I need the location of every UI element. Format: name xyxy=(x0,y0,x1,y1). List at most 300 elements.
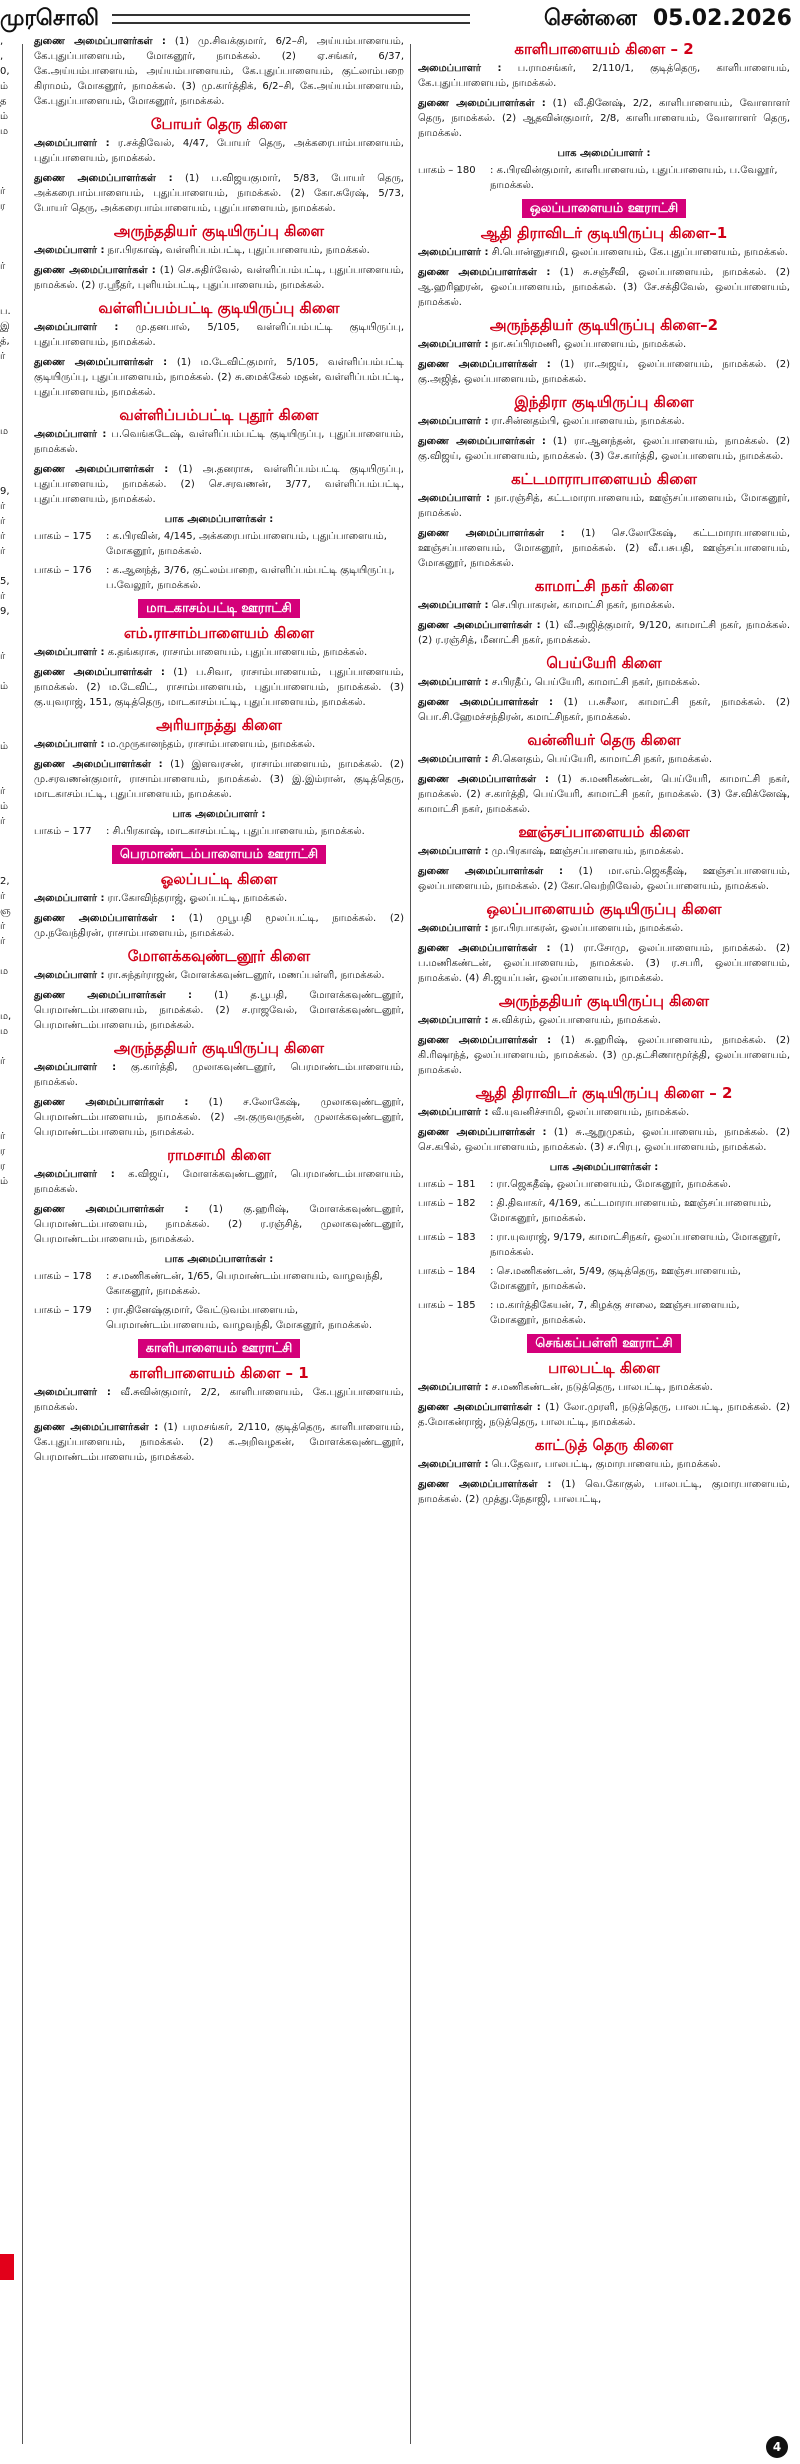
section-heading: ஒலப்பாளையம் குடியிருப்பு கிளை xyxy=(486,900,722,918)
member-entry xyxy=(34,665,404,710)
text-fragment: 0, xyxy=(0,66,10,77)
member-details: ப.வெங்கடேஷ், வள்ளிப்பம்பட்டி குடியிருப்பு, புதுப்பாளையம், நாமக்கல். xyxy=(34,429,404,455)
member-details: ரா.சுந்தர்ராஜன், மோளக்கவுண்டனூர், மணப்பள்ளி, நாமக்கல். xyxy=(104,970,385,981)
member-details: க.விஜய், மோளக்கவுண்டனூர், பெரமாண்டம்பாளையம், நாமக்கல். xyxy=(34,1169,404,1195)
text-fragment: 2, xyxy=(0,876,10,887)
member-entry xyxy=(418,414,790,429)
member-entry xyxy=(34,911,404,941)
member-entry xyxy=(418,434,790,464)
member-entry xyxy=(418,864,790,894)
role-label: அமைப்பாளர் : xyxy=(34,429,107,440)
member-details: (1) செ.சுதிர்வேல், வள்ளிப்பம்பட்டி, புதுப்பாளையம், நாமக்கல். (2) ர.ஸ்ரீதர், புளியம்பட்டி, புதுப்பாளையம், நாமக்கல். xyxy=(34,265,404,291)
booth-entry xyxy=(34,1269,404,1299)
member-details: (1) ச.லோகேஷ், முலாகவுண்டனூர், பெரமாண்டம்பாளையம், நாமக்கல். (2) அ.குருவருதன், முலாக்கவுண்டனூர், பெரமாண்டம்பாளையம், நாமக்கல். xyxy=(34,1097,404,1138)
member-entry xyxy=(34,757,404,802)
text-fragment: ர் xyxy=(0,936,6,947)
member-entry xyxy=(34,427,404,457)
role-label: துணை அமைப்பாளர்கள் : xyxy=(418,774,549,785)
role-label: துணை அமைப்பாளர்கள் : xyxy=(34,759,163,770)
role-label: அமைப்பாளர் : xyxy=(418,416,489,427)
page-number: 4 xyxy=(766,2436,788,2458)
member-entry xyxy=(418,1013,790,1028)
role-label: அமைப்பாளர் : xyxy=(34,245,105,256)
role-label: அமைப்பாளர் : xyxy=(418,1107,489,1118)
column-rule-left xyxy=(22,44,23,2444)
member-details: (1) வீ.அஜித்குமார், 9/120, காமாட்சி நகர், நாமக்கல். (2) ர.ரஞ்சித், மீனாட்சி நகர், நாமக்கல். xyxy=(418,620,790,646)
role-label: துணை அமைப்பாளர்கள் : xyxy=(418,943,551,954)
member-entry xyxy=(34,645,404,660)
text-fragment: ர் xyxy=(0,591,6,602)
role-label: அமைப்பாளர் : xyxy=(418,339,489,350)
member-entry xyxy=(418,337,790,352)
member-details: (1) மா.எம்.ஜெகதீஷ், ஊஞ்சப்பாளையம், ஒலப்பாளையம், நாமக்கல். (2) கோ.வெற்றிவேல், ஒலப்பாளையம், நாமக்கல். xyxy=(418,866,790,892)
booth-entry xyxy=(418,163,790,193)
member-details: க.தங்கராசு, ராசாம்பாளையம், புதுப்பாளையம், நாமக்கல். xyxy=(104,647,368,658)
member-entry xyxy=(34,1060,404,1090)
text-fragment xyxy=(0,709,18,724)
booth-entry xyxy=(34,824,404,839)
booth-entry xyxy=(418,1230,790,1260)
role-label: துணை அமைப்பாளர்கள் : xyxy=(34,1204,189,1215)
section-heading: ஆதி திராவிடர் குடியிருப்பு கிளை–1 xyxy=(480,224,728,242)
role-label: அமைப்பாளர் : xyxy=(418,1459,489,1470)
member-details: (1) மு.சிவக்குமார், 6/2–சி, அய்யம்பாளையம், கே.புதுப்பாளையம், மோகனூர், நாமக்கல். (2) ஏ.சங்கர், 6/37, கே.அய்யம்பாளையம், அய்யம்பாளையம், கே.புதுப்பாளையம், குட்லாம்பறை கிராமம், மோகனூர், நாமக்கல். (3) மு.கார்த்திக், 6/2–சி, கே.அய்யம்பாளையம், கே.புதுப்பாளையம், மோகனூர், நாமக்கல். xyxy=(34,36,404,107)
role-label: அமைப்பாளர் : xyxy=(34,647,105,658)
role-label: துணை அமைப்பாளர்கள் : xyxy=(418,359,551,370)
member-details: (1) சு.மணிகண்டன், பெய்யேரி, காமாட்சி நகர், நாமக்கல். (2) ச.கார்த்தி, பெய்யேரி, காமாட்சி நகர், நாமக்கல். (3) சே.விக்னேஷ், காமாட்சி நகர், நாமக்கல். xyxy=(418,774,790,815)
text-fragment xyxy=(0,994,18,1009)
text-fragment: ர xyxy=(0,1161,6,1172)
text-fragment: ர் xyxy=(0,1056,6,1067)
panchayat-banner: காளிபாளையம் ஊராட்சி xyxy=(138,1339,301,1358)
text-fragment xyxy=(0,829,18,844)
text-fragment xyxy=(0,139,18,154)
member-details: பெ.தேவா, பாலபட்டி, குமாரபாளையம், நாமக்கல். xyxy=(488,1459,721,1470)
member-entry xyxy=(418,844,790,859)
member-entry xyxy=(34,891,404,906)
panchayat-banner: மாடகாசம்பட்டி ஊராட்சி xyxy=(138,599,300,618)
section-heading: பாலபட்டி கிளை xyxy=(548,1359,660,1377)
text-fragment: இ xyxy=(0,321,10,332)
member-entry xyxy=(34,988,404,1033)
member-details: ரா.சின்னதம்பி, ஒலப்பாளையம், நாமக்கல். xyxy=(488,416,685,427)
text-fragment xyxy=(0,949,18,964)
booth-number: பாகம் – 182 xyxy=(418,1198,476,1209)
subheading: பாக அமைப்பாளர்கள் : xyxy=(164,1254,274,1265)
role-label: துணை அமைப்பாளர்கள் : xyxy=(34,913,176,924)
member-details: செ.பிரபாகரன், காமாட்சி நகர், நாமக்கல். xyxy=(488,600,675,611)
text-fragment xyxy=(0,694,18,709)
member-details: (1) லோ.முரளி, நடுத்தெரு, பாலபட்டி, நாமக்கல். (2) த.மோகன்ராஜ், நடுத்தெரு, பாலபட்டி, நாமக்கல். xyxy=(418,1402,790,1428)
text-fragment xyxy=(0,844,18,859)
member-entry xyxy=(418,1380,790,1395)
role-label: அமைப்பாளர் : xyxy=(418,247,489,258)
role-label: துணை அமைப்பாளர்கள் : xyxy=(418,528,565,539)
booth-details: : க.ஆனந்த், 3/76, குட்லம்பாறை, வள்ளிப்பம்பட்டி குடியிருப்பு, ப.வேலூர், நாமக்கல். xyxy=(106,565,395,591)
member-entry xyxy=(418,941,790,986)
member-entry xyxy=(34,320,404,350)
booth-number: பாகம் – 184 xyxy=(418,1266,476,1277)
booth-entry xyxy=(418,1298,790,1328)
subheading: பாக அமைப்பாளர் : xyxy=(172,809,266,820)
member-entry xyxy=(418,1477,790,1507)
text-fragment: த xyxy=(0,96,7,107)
role-label: துணை அமைப்பாளர்கள் : xyxy=(34,667,165,678)
text-fragment xyxy=(0,454,18,469)
text-fragment xyxy=(0,724,18,739)
section-heading: காட்டுத் தெரு கிளை xyxy=(534,1436,674,1454)
text-fragment xyxy=(0,1039,18,1054)
role-label: அமைப்பாளர் : xyxy=(418,63,502,74)
role-label: துணை அமைப்பாளர்கள் : xyxy=(34,265,156,276)
booth-details: : செ.மணிகண்டன், 5/49, குடித்தெரு, ஊஞ்சபாளையம், மோகனூர், நாமக்கல். xyxy=(490,1266,741,1292)
member-entry xyxy=(34,355,404,400)
member-entry xyxy=(418,1400,790,1430)
booth-details: : ரா.தினேஷ்குமார், வேட்டுவம்பாளையம், பெரமாண்டம்பாளையம், வாழவந்தி, மோகனூர், நாமக்கல். xyxy=(106,1305,372,1331)
text-fragment xyxy=(0,439,18,454)
text-fragment xyxy=(0,289,18,304)
section-heading: அருந்ததியர் குடியிருப்பு கிளை xyxy=(113,222,325,240)
role-label: துணை அமைப்பாளர்கள் : xyxy=(34,464,169,475)
member-entry xyxy=(34,968,404,983)
text-fragment: ர் xyxy=(0,501,6,512)
role-label: அமைப்பாளர் : xyxy=(418,846,489,857)
masthead-rule xyxy=(112,14,470,24)
text-fragment xyxy=(0,169,18,184)
section-heading: போயர் தெரு கிளை xyxy=(150,115,288,133)
role-label: துணை அமைப்பாளர்கள் : xyxy=(34,357,168,368)
text-fragment: ர் xyxy=(0,651,6,662)
role-label: துணை அமைப்பாளர்கள் : xyxy=(34,173,173,184)
text-fragment xyxy=(0,229,18,244)
member-details: (1) ரா.அஜய், ஒலப்பாளையம், நாமக்கல். (2) கு.அஜித், ஒலப்பாளையம், நாமக்கல். xyxy=(418,359,790,385)
member-entry xyxy=(418,357,790,387)
column-rule-right xyxy=(410,44,411,2444)
text-fragment: ர் xyxy=(0,1131,6,1142)
text-fragment: ம, xyxy=(0,1011,12,1022)
member-details: ரா.கோவிந்தராஜ், ஓலப்பட்டி, நாமக்கல். xyxy=(104,893,288,904)
member-details: நா.சுப்பிரமணி, ஒலப்பாளையம், நாமக்கல். xyxy=(488,339,687,350)
role-label: துணை அமைப்பாளர்கள் : xyxy=(34,990,193,1001)
member-details: சி.கௌதம், பெய்யேரி, காமாட்சி நகர், நாமக்கல். xyxy=(488,754,713,765)
role-label: அமைப்பாளர் : xyxy=(34,138,110,149)
panchayat-banner: செங்கப்பள்ளி ஊராட்சி xyxy=(527,1334,680,1353)
text-fragment: ம் xyxy=(0,1176,9,1187)
role-label: அமைப்பாளர் : xyxy=(418,493,490,504)
section-heading: இந்திரா குடியிருப்பு கிளை xyxy=(514,393,694,411)
text-fragment: ஞ xyxy=(0,906,11,917)
member-entry xyxy=(418,752,790,767)
member-details: (1) இளவரசன், ராசாம்பாளையம், நாமக்கல். (2) மு.சரவணன்குமார், ராசாம்பாளையம், நாமக்கல். (3) இ.இம்ரான், குடித்தெரு, மாடகாசம்பட்டி, புதுப்பாளையம், நாமக்கல். xyxy=(34,759,404,800)
section-heading: காளிபாளையம் கிளை – 1 xyxy=(129,1364,309,1382)
middle-column xyxy=(34,34,404,1470)
role-label: அமைப்பாளர் : xyxy=(418,1382,489,1393)
member-entry xyxy=(34,1385,404,1415)
text-fragment: 9, xyxy=(0,606,10,617)
red-marker xyxy=(0,2254,14,2280)
booth-details: : ச.மணிகண்டன், 1/65, பெரமாண்டம்பாளையம், வாழவந்தி, கோகனூர், நாமக்கல். xyxy=(106,1271,383,1297)
booth-entry xyxy=(34,563,404,593)
text-fragment: ப. xyxy=(0,306,11,317)
booth-details: : சி.பிரகாஷ், மாடகாசம்பட்டி, புதுப்பாளையம், நாமக்கல். xyxy=(106,826,365,837)
member-entry xyxy=(34,1202,404,1247)
member-details: (1) முபூபதி மூலப்பட்டி, நாமக்கல். (2) மு.நவேந்திரன், ராசாம்பாளையம், நாமக்கல். xyxy=(34,913,404,939)
role-label: அமைப்பாளர் : xyxy=(34,1169,115,1180)
text-fragment: ர் xyxy=(0,516,6,527)
text-fragment: , xyxy=(0,51,4,62)
booth-entry xyxy=(34,1303,404,1333)
section-heading: வள்ளிப்பம்பட்டி புதூர் கிளை xyxy=(119,406,319,424)
text-fragment xyxy=(0,1114,18,1129)
right-column xyxy=(418,34,790,1512)
text-fragment: ர xyxy=(0,201,6,212)
member-entry xyxy=(418,245,790,260)
member-details: (1) ப.விஜயகுமார், 5/83, போயர் தெரு, அக்கரைபாம்பாளையம், புதுப்பாளையம், நாமக்கல். (2) கோ.சுரேஷ், 5/73, போயர் தெரு, அக்கரைபாம்பாளையம், புதுப்பாளையம், நாமக்கல். xyxy=(34,173,404,214)
text-fragment xyxy=(0,1084,18,1099)
member-entry xyxy=(418,61,790,91)
booth-number: பாகம் – 185 xyxy=(418,1300,476,1311)
text-fragment xyxy=(0,154,18,169)
section-heading: காளிபாளையம் கிளை – 2 xyxy=(514,40,694,58)
role-label: துணை அமைப்பாளர்கள் : xyxy=(418,697,553,708)
booth-entry xyxy=(418,1177,790,1192)
booth-details: : ம.கார்த்திகேயன், 7, கிழக்கு சாலை, ஊஞ்சபாளையம், மோகனூர், நாமக்கல். xyxy=(490,1300,740,1326)
text-fragment: ர் xyxy=(0,921,6,932)
member-details: (1) த.பூபதி, மோளக்கவுண்டனூர், பெரமாண்டம்பாளையம், நாமக்கல். (2) ச.ராஜவேல், மோளக்கவுண்டனூர், பெரமாண்டம்பாளையம், நாமக்கல். xyxy=(34,990,404,1031)
member-entry xyxy=(418,1105,790,1120)
section-heading: பெய்யேரி கிளை xyxy=(546,654,662,672)
member-entry xyxy=(34,1095,404,1140)
section-heading: எம்.ராசாம்பாளையம் கிளை xyxy=(123,624,315,642)
member-details: ம.முருகானந்தம், ராசாம்பாளையம், நாமக்கல். xyxy=(104,739,316,750)
role-label: துணை அமைப்பாளர்கள் : xyxy=(418,1479,552,1490)
member-entry xyxy=(418,491,790,521)
member-details: (1) சு.சஞ்சீவி, ஒலப்பாளையம், நாமக்கல். (2) ஆ.ஹரிஹரன், ஒலப்பாளையம், நாமக்கல். (3) சே.சக்திவேல், ஒலப்பாளையம், நாமக்கல். xyxy=(418,267,790,308)
text-fragment xyxy=(0,214,18,229)
booth-number: பாகம் – 179 xyxy=(34,1305,92,1316)
text-fragment: ம் xyxy=(0,111,9,122)
member-details: நா.ரஞ்சித், கட்டமாராபாளையம், ஊஞ்சப்பாளையம், மோகனூர், நாமக்கல். xyxy=(418,493,790,519)
text-fragment: ம் xyxy=(0,741,9,752)
subheading: பாக அமைப்பாளர்கள் : xyxy=(164,514,274,525)
text-fragment xyxy=(0,274,18,289)
member-details: (1) சு.ஆறுமுகம், ஒலப்பாளையம், நாமக்கல். (2) செ.கபில், ஒலப்பாளையம், நாமக்கல். (3) ச.பிரபு, ஒலப்பாளையம், நாமக்கல். xyxy=(418,1127,790,1153)
member-details: நா.பிரபாகரன், ஒலப்பாளையம், நாமக்கல். xyxy=(488,923,684,934)
masthead-right xyxy=(544,6,792,34)
text-fragment xyxy=(0,409,18,424)
member-details: வீ.யுவனிச்சாமி, ஒலப்பாளையம், நாமக்கல். xyxy=(488,1107,690,1118)
member-details: சு.விக்ரம், ஒலப்பாளையம், நாமக்கல். xyxy=(488,1015,661,1026)
role-label: துணை அமைப்பாளர்கள் : xyxy=(34,1422,159,1433)
panchayat-banner: பெரமாண்டம்பாளையம் ஊராட்சி xyxy=(112,845,326,864)
section-heading: ஓலப்பட்டி கிளை xyxy=(160,870,278,888)
member-entry xyxy=(418,772,790,817)
role-label: அமைப்பாளர் : xyxy=(418,1015,489,1026)
text-fragment: ம xyxy=(0,426,9,437)
text-fragment: 9, xyxy=(0,486,10,497)
text-fragment: ம xyxy=(0,966,9,977)
booth-entry xyxy=(418,1264,790,1294)
member-details: (1) ரா.சோமு, ஒலப்பாளையம், நாமக்கல். (2) ப.மணிகண்டன், ஒலப்பாளையம், நாமக்கல். (3) ர.சபரி, ஒலப்பாளையம், நாமக்கல். (4) சி.ஜயப்பன், ஒலப்பாளையம், நாமக்கல். xyxy=(418,943,790,984)
text-fragment xyxy=(0,634,18,649)
city-name: சென்னை xyxy=(544,6,637,31)
role-label: அமைப்பாளர் : xyxy=(34,322,119,333)
text-fragment xyxy=(0,379,18,394)
member-details: (1) கு.ஹரிஷ், மோளக்கவுண்டனூர், பெரமாண்டம்பாளையம், நாமக்கல். (2) ர.ரஞ்சித், முலாகவுண்டனூர், பெரமாண்டம்பாளையம், நாமக்கல். xyxy=(34,1204,404,1245)
member-entry xyxy=(34,1420,404,1465)
booth-details: : ரா.யுவராஜ், 9/179, காமாட்சிநகர், ஒலப்பாளையம், மோகனூர், நாமக்கல். xyxy=(490,1232,781,1258)
role-label: துணை அமைப்பாளர்கள் : xyxy=(418,1402,541,1413)
member-details: (1) சு.ஹரிஷ், ஒலப்பாளையம், நாமக்கல். (2) கி.ரிஷாந்த், ஒலப்பாளையம், நாமக்கல். (3) மு.தட்சிணாமூர்த்தி, ஒலப்பாளையம், நாமக்கல். xyxy=(418,1035,790,1076)
text-fragment: ர் xyxy=(0,816,6,827)
text-fragment: ர xyxy=(0,1146,6,1157)
role-label: துணை அமைப்பாளர்கள் : xyxy=(418,1035,552,1046)
text-fragment xyxy=(0,559,18,574)
text-fragment xyxy=(0,1234,18,1249)
member-entry xyxy=(418,675,790,690)
role-label: அமைப்பாளர் : xyxy=(34,739,105,750)
text-fragment xyxy=(0,754,18,769)
text-fragment xyxy=(0,769,18,784)
booth-entry xyxy=(34,529,404,559)
member-entry xyxy=(34,462,404,507)
booth-number: பாகம் – 183 xyxy=(418,1232,476,1243)
text-fragment xyxy=(0,1189,18,1204)
member-details: (1) பரமசங்கர், 2/110, குடித்தெரு, காளிபாளையம், கே.புதுப்பாளையம், நாமக்கல். (2) க.அறிவழகன், மோளக்கவுண்டனூர், பெரமாண்டம்பாளையம், நாமக்கல். xyxy=(34,1422,404,1463)
booth-details: : க.பிரவின்குமார், காளிபாளையம், புதுப்பாளையம், ப.வேலூர், நாமக்கல். xyxy=(490,165,778,191)
section-heading: வன்னியர் தெரு கிளை xyxy=(527,731,681,749)
member-details: ச.மணிகண்டன், நடுத்தெரு, பாலபட்டி, நாமக்கல். xyxy=(488,1382,713,1393)
booth-number: பாகம் – 178 xyxy=(34,1271,92,1282)
section-heading: அருந்ததியர் குடியிருப்பு கிளை xyxy=(498,992,710,1010)
booth-entry xyxy=(418,1196,790,1226)
role-label: துணை அமைப்பாளர்கள் : xyxy=(418,436,546,447)
booth-number: பாகம் – 177 xyxy=(34,826,92,837)
text-fragment xyxy=(0,859,18,874)
member-details: ப.ராமசங்கர், 2/110/1, குடித்தெரு, காளிபாளையம், கே.புதுப்பாளையம், நாமக்கல். xyxy=(418,63,790,89)
text-fragment: ர் xyxy=(0,531,6,542)
member-details: (1) ப.சிவா, ராசாம்பாளையம், புதுப்பாளையம், நாமக்கல். (2) ம.டேவிட், ராசாம்பாளையம், புதுப்பாளையம், நாமக்கல். (3) கு.யுவராஜ், 151, குடித்தெரு, மாடகாசம்பட்டி, புதுப்பாளையம், நாமக்கல். xyxy=(34,667,404,708)
role-label: துணை அமைப்பாளர்கள் : xyxy=(418,866,563,877)
member-details: ர.சக்திவேல், 4/47, போயர் தெரு, அக்கரைபாம்பாளையம், புதுப்பாளையம், நாமக்கல். xyxy=(34,138,404,164)
member-details: (1) அ.தனராசு, வள்ளிப்பம்பட்டி குடியிருப்பு, புதுப்பாளையம், நாமக்கல். (2) செ.சரவணன், 3/77, வள்ளிப்பம்பட்டி, புதுப்பாளையம், நாமக்கல். xyxy=(34,464,404,505)
text-fragment xyxy=(0,1204,18,1219)
member-entry xyxy=(34,136,404,166)
member-entry xyxy=(34,737,404,752)
booth-details: : தி.திவாகர், 4/169, கட்டமாராபாளையம், ஊஞ்சப்பாளையம், மோகனூர், நாமக்கல். xyxy=(490,1198,772,1224)
section-heading: மோளக்கவுண்டனூர் கிளை xyxy=(127,947,311,965)
member-entry xyxy=(418,1457,790,1472)
text-fragment: ம் xyxy=(0,801,9,812)
left-column-fragments xyxy=(0,34,18,1264)
section-heading: ஆதி திராவிடர் குடியிருப்பு கிளை – 2 xyxy=(475,1084,733,1102)
member-details: வீ.சுவின்குமார், 2/2, காளிபாளையம், கே.புதுப்பாளையம், நாமக்கல். xyxy=(34,1387,404,1413)
text-fragment xyxy=(0,394,18,409)
member-details: மு.பிரகாஷ், ஊஞ்சப்பாளையம், நாமக்கல். xyxy=(488,846,684,857)
text-fragment xyxy=(0,364,18,379)
text-fragment xyxy=(0,979,18,994)
member-details: நா.பிரகாஷ், வள்ளிப்பம்பட்டி, புதுப்பாளையம், நாமக்கல். xyxy=(104,245,370,256)
panchayat-banner: ஒலப்பாளையம் ஊராட்சி xyxy=(522,199,686,218)
text-fragment: ர் xyxy=(0,186,6,197)
text-fragment: 5, xyxy=(0,576,10,587)
member-details: மு.தனபால், 5/105, வள்ளிப்பம்பட்டி குடியிருப்பு, புதுப்பாளையம், நாமக்கல். xyxy=(34,322,404,348)
booth-details: : க.பிரவின், 4/145, அக்கரைபாம்பாளையம், புதுப்பாளையம், மோகனூர், நாமக்கல். xyxy=(106,531,387,557)
text-fragment xyxy=(0,469,18,484)
text-fragment: , xyxy=(0,36,4,47)
member-details: (1) ப.சுசீலா, காமாட்சி நகர், நாமக்கல். (2) பொ.சி.ஹேமச்சந்திரன், கமாட்சிநகர், நாமக்கல். xyxy=(418,697,790,723)
text-fragment: ம xyxy=(0,126,9,137)
section-heading: அருந்ததியர் குடியிருப்பு கிளை–2 xyxy=(489,316,719,334)
member-entry xyxy=(34,243,404,258)
text-fragment: ம xyxy=(0,1026,9,1037)
text-fragment xyxy=(0,244,18,259)
role-label: அமைப்பாளர் : xyxy=(34,1387,111,1398)
text-fragment xyxy=(0,1249,18,1264)
subheading: பாக அமைப்பாளர் : xyxy=(557,148,651,159)
subheading: பாக அமைப்பாளர்கள் : xyxy=(549,1162,659,1173)
member-entry xyxy=(418,598,790,613)
member-details: (1) ம.டேவிட்குமார், 5/105, வள்ளிப்பம்பட்டி குடியிருப்பு, புதுப்பாளையம், நாமக்கல். (2) சு.மைக்கேல் மதன், வள்ளிப்பம்பட்டி, புதுப்பாளையம், நாமக்கல். xyxy=(34,357,404,398)
role-label: துணை அமைப்பாளர்கள் : xyxy=(34,36,166,47)
text-fragment: ம் xyxy=(0,81,9,92)
section-heading: காமாட்சி நகர் கிளை xyxy=(534,577,674,595)
text-fragment: த், xyxy=(0,336,10,347)
text-fragment: ர் xyxy=(0,891,6,902)
member-entry xyxy=(418,1125,790,1155)
member-entry xyxy=(34,263,404,293)
role-label: அமைப்பாளர் : xyxy=(418,754,489,765)
booth-number: பாகம் – 176 xyxy=(34,565,92,576)
member-details: ச.பிரதீப், பெய்யேரி, காமாட்சி நகர், நாமக்கல். xyxy=(488,677,701,688)
member-details: கு.கார்த்தி, முலாகவுண்டனூர், பெரமாண்டம்பாளையம், நாமக்கல். xyxy=(34,1062,404,1088)
member-details: (1) வீ.தினேஷ், 2/2, காளிபாளையம், வோளாளர் தெரு, நாமக்கல். (2) ஆதவின்குமார், 2/8, காளிபாளையம், வோளாளர் தெரு, நாமக்கல். xyxy=(418,98,790,139)
member-entry xyxy=(418,618,790,648)
text-fragment: ர் xyxy=(0,351,6,362)
member-entry xyxy=(418,921,790,936)
role-label: அமைப்பாளர் : xyxy=(418,677,489,688)
booth-number: பாகம் – 181 xyxy=(418,1179,476,1190)
text-fragment xyxy=(0,1069,18,1084)
text-fragment xyxy=(0,619,18,634)
text-fragment: ர் xyxy=(0,546,6,557)
text-fragment: ம் xyxy=(0,681,9,692)
role-label: அமைப்பாளர் : xyxy=(418,600,489,611)
role-label: துணை அமைப்பாளர்கள் : xyxy=(418,620,541,631)
member-entry xyxy=(418,96,790,141)
issue-date: 05.02.2026 xyxy=(652,6,792,31)
role-label: அமைப்பாளர் : xyxy=(418,923,489,934)
section-heading: வள்ளிப்பம்பட்டி குடியிருப்பு கிளை xyxy=(98,299,340,317)
newspaper-name: முரசொலி xyxy=(0,6,99,31)
section-heading: அரியாநத்து கிளை xyxy=(156,716,282,734)
booth-number: பாகம் – 180 xyxy=(418,165,476,176)
member-entry xyxy=(34,1167,404,1197)
booth-details: : ரா.ஜெகதீஷ், ஒலப்பாளையம், மோகனூர், நாமக்கல். xyxy=(490,1179,732,1190)
member-entry xyxy=(418,265,790,310)
member-details: (1) ரா.ஆனந்தன், ஒலப்பாளையம், நாமக்கல். (2) கு.விஜய், ஒலப்பாளையம், நாமக்கல். (3) சே.கார்த்தி, ஒலப்பாளையம், நாமக்கல். xyxy=(418,436,790,462)
member-entry xyxy=(34,171,404,216)
section-heading: ஊஞ்சப்பாளையம் கிளை xyxy=(518,823,690,841)
role-label: துணை அமைப்பாளர்கள் : xyxy=(418,1127,547,1138)
text-fragment xyxy=(0,1219,18,1234)
text-fragment: ர் xyxy=(0,786,6,797)
section-heading: கட்டமாராபாளையம் கிளை xyxy=(511,470,697,488)
role-label: அமைப்பாளர் : xyxy=(34,970,105,981)
role-label: அமைப்பாளர் : xyxy=(34,893,105,904)
text-fragment xyxy=(0,1099,18,1114)
booth-number: பாகம் – 175 xyxy=(34,531,92,542)
